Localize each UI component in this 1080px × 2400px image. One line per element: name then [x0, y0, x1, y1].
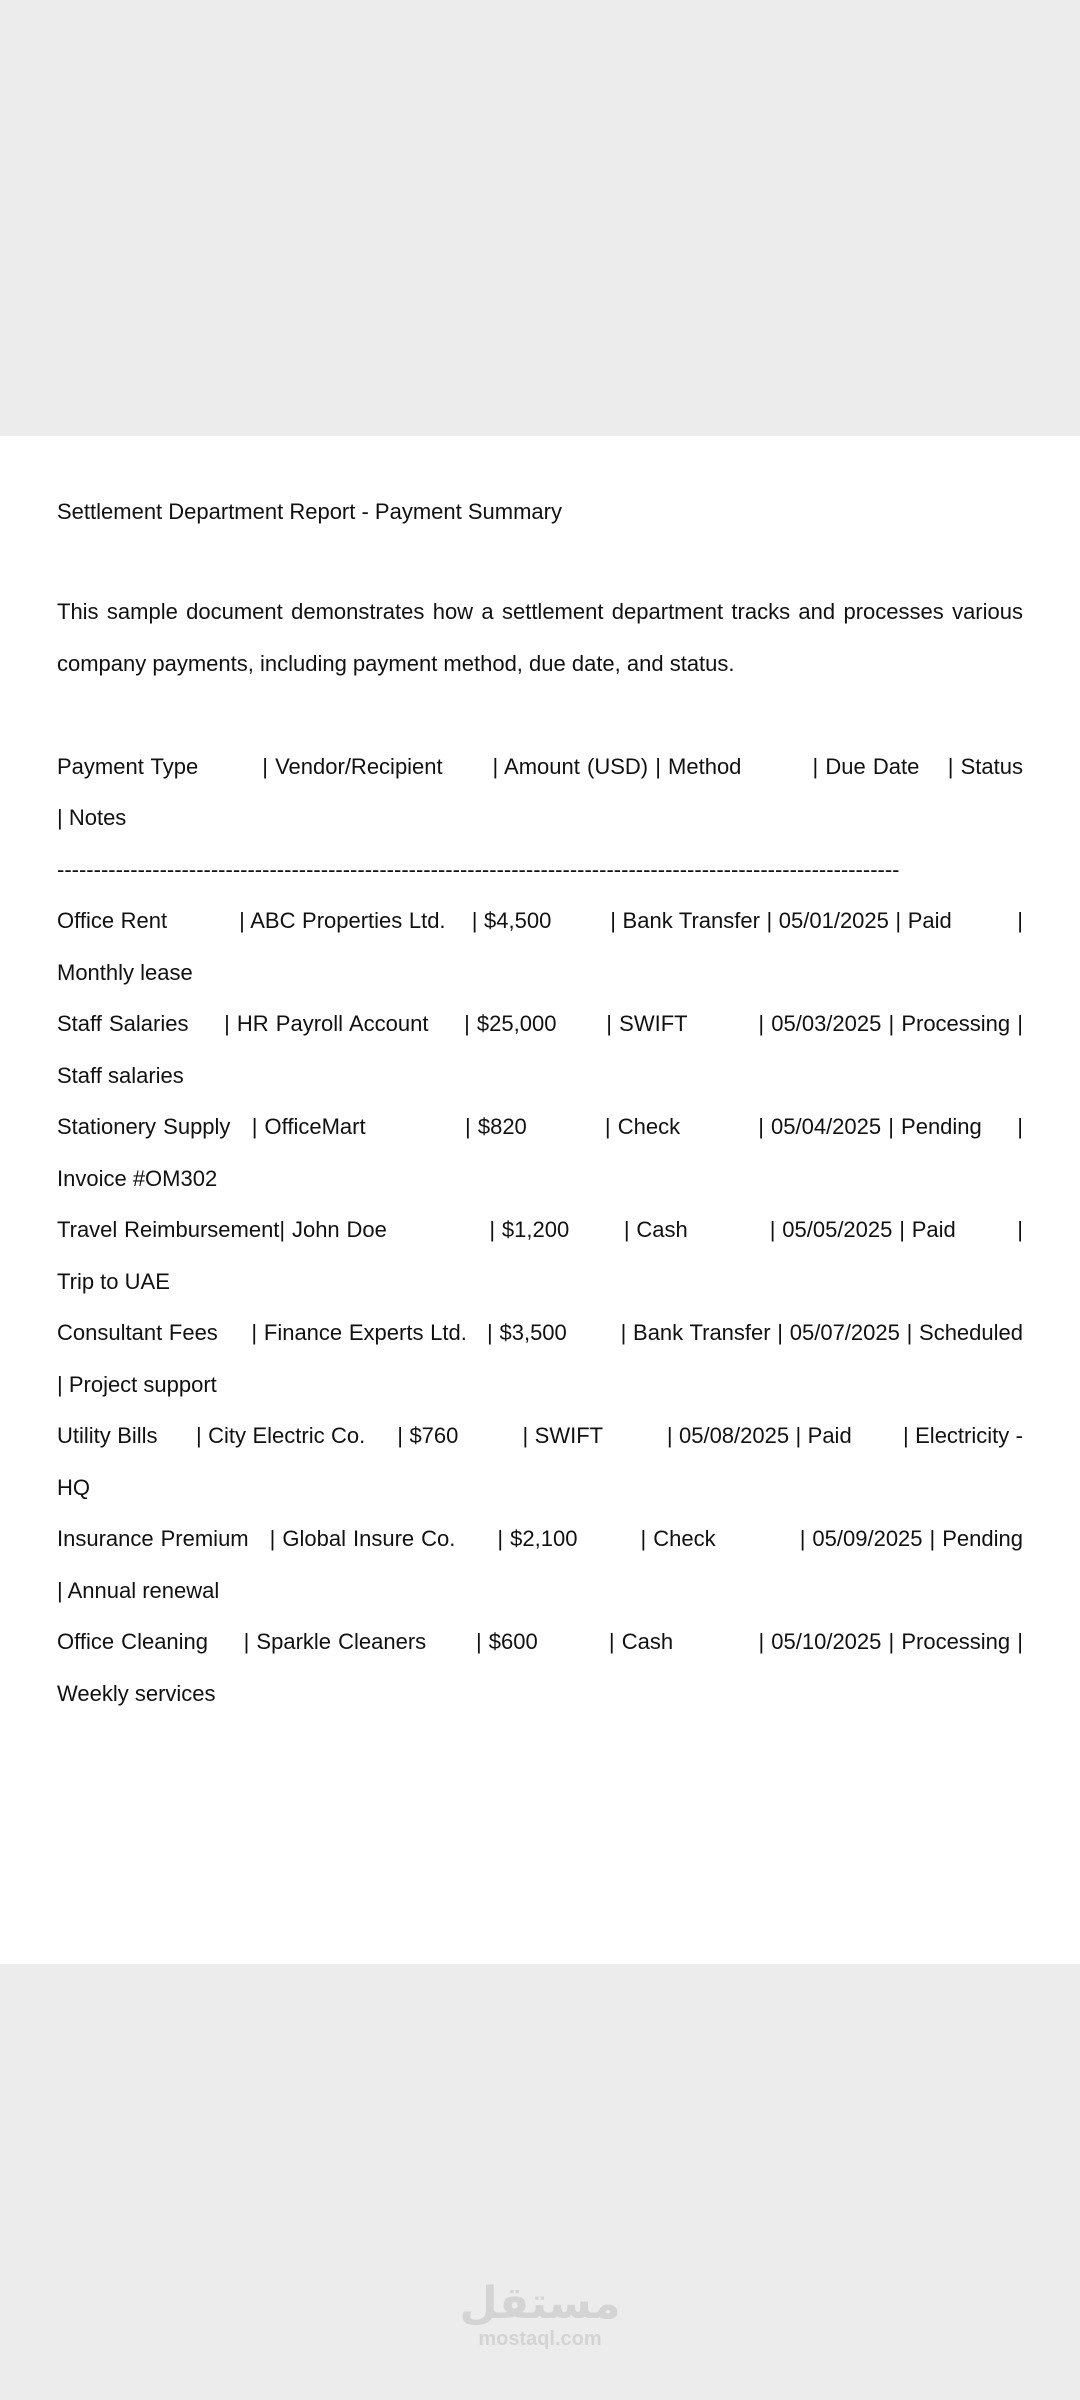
- payment-row: Stationery Supply | OfficeMart | $820 | Check | 05/04/2025 | Pending | Invoice #OM302: [57, 1114, 1030, 1191]
- watermark-url: mostaql.com: [478, 2328, 602, 2350]
- watermark-arabic: مستقل: [459, 2278, 621, 2329]
- spacer: [57, 689, 1023, 741]
- payment-row: Office Cleaning | Sparkle Cleaners | $600 | Cash | 05/10/2025 | Processing | Weekly services: [57, 1629, 1030, 1706]
- payment-row: Utility Bills | City Electric Co. | $760 | SWIFT | 05/08/2025 | Paid | Electricity - HQ: [57, 1423, 1030, 1500]
- payment-row: Consultant Fees | Finance Experts Ltd. | $3,500 | Bank Transfer | 05/07/2025 | Scheduled | Project support: [57, 1320, 1042, 1397]
- payment-row: Insurance Premium | Global Insure Co. | $2,100 | Check | 05/09/2025 | Pending | Annual renewal: [57, 1526, 1060, 1603]
- payment-row: Office Rent | ABC Properties Ltd. | $4,500 | Bank Transfer | 05/01/2025 | Paid | Monthly lease: [57, 908, 1030, 985]
- payment-row: Staff Salaries | HR Payroll Account | $25,000 | SWIFT | 05/03/2025 | Processing | Staff salaries: [57, 1011, 1030, 1088]
- document-body: [57, 586, 1066, 1719]
- document-title: Settlement Department Report - Payment Summary: [57, 499, 562, 524]
- payment-row: Travel Reimbursement| John Doe | $1,200 | Cash | 05/05/2025 | Paid | Trip to UAE: [57, 1217, 1029, 1294]
- separator-line: -------------------------------------------------------------------------------------------------------------------: [57, 856, 900, 882]
- watermark-logo: [0, 2280, 1080, 2350]
- intro-paragraph: This sample document demonstrates how a settlement department tracks and processes various company payments, including payment method, due date, and status.: [57, 599, 1023, 676]
- table-header-row: Payment Type | Vendor/Recipient | Amount (USD) | Method | Due Date | Status | Notes: [57, 753, 1066, 830]
- document-page: [0, 436, 1080, 1964]
